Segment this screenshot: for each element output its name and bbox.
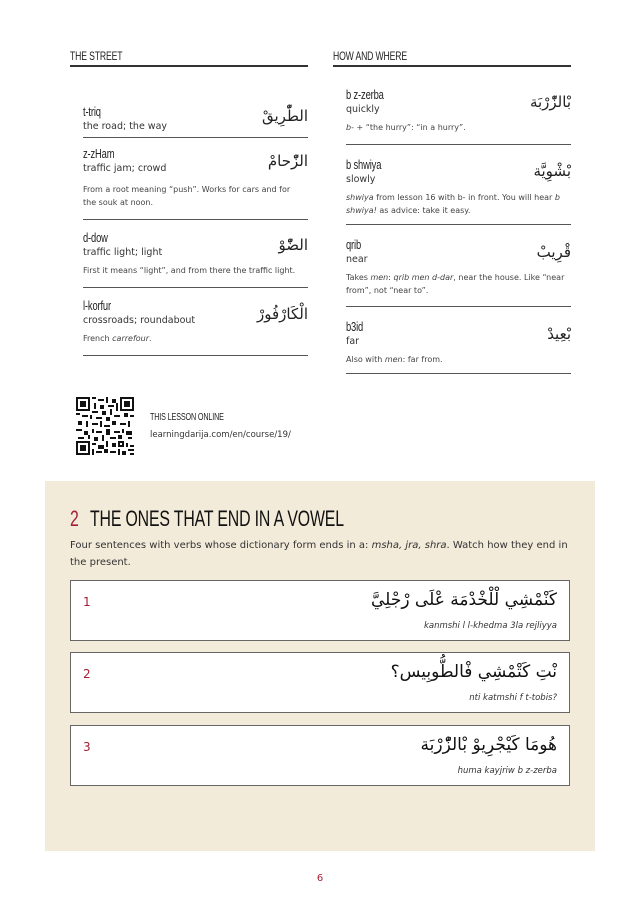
sentence-number: 3 bbox=[83, 740, 91, 754]
sentence-translit: huma kayjriw b z-zerba bbox=[457, 766, 557, 776]
exercise-section bbox=[45, 481, 595, 851]
entry-translit: d-dow bbox=[83, 229, 108, 245]
sentence-box bbox=[70, 725, 570, 786]
entry-gloss: traffic light; light bbox=[83, 246, 163, 258]
vocab-entry-t-triq bbox=[83, 67, 308, 138]
entry-translit: l-korfur bbox=[83, 297, 111, 313]
sentence-box bbox=[70, 580, 570, 641]
entry-gloss: crossroads; roundabout bbox=[83, 314, 196, 326]
entry-translit: t-triq bbox=[83, 103, 101, 119]
column-heading: HOW AND WHERE bbox=[333, 49, 407, 63]
page-number: 6 bbox=[316, 873, 324, 884]
online-label: THIS LESSON ONLINE bbox=[150, 412, 224, 423]
sentence-box bbox=[70, 652, 570, 713]
entry-gloss: near bbox=[346, 253, 368, 265]
entry-note: shwiya from lesson 16 with b- in front. You will hear b shwiya! as advice: take it easy. bbox=[346, 192, 560, 215]
sentence-number: 1 bbox=[83, 595, 91, 609]
vocab-entry-b-z-zerba bbox=[346, 67, 571, 145]
vocab-entry-b-shwiya bbox=[346, 145, 571, 225]
entry-note: Takes men: qrib men d-dar, near the house. Like “near from”, not “near to”. bbox=[346, 272, 565, 295]
vocab-entry-z-zham bbox=[83, 138, 308, 220]
vocab-entry-qrib bbox=[346, 225, 571, 307]
entry-translit: b3id bbox=[346, 318, 364, 334]
entry-arabic: بْشْوِيَّة bbox=[533, 161, 571, 180]
entry-note: b- + “the hurry”: “in a hurry”. bbox=[346, 122, 466, 132]
online-url-link[interactable]: learningdarija.com/en/course/19/ bbox=[150, 430, 291, 440]
entry-translit: qrib bbox=[346, 236, 362, 252]
qr-code-icon[interactable] bbox=[76, 397, 134, 455]
entry-note: French carrefour. bbox=[83, 333, 152, 343]
entry-translit: b z-zerba bbox=[346, 86, 384, 102]
section-number: 2 bbox=[70, 506, 79, 531]
entry-translit: b shwiya bbox=[346, 156, 382, 172]
sentence-translit: kanmshi l l-khedma 3la rejliyya bbox=[423, 621, 557, 631]
sentence-arabic: كَنْمْشِي لْلْخْدْمَة عْلَى رْجْلِيَّ bbox=[371, 590, 557, 610]
sentence-number: 2 bbox=[83, 667, 91, 681]
entry-note: First it means “light”, and from there the traffic light. bbox=[83, 265, 296, 275]
vocab-entry-b3id bbox=[346, 307, 571, 374]
entry-gloss: traffic jam; crowd bbox=[83, 162, 167, 174]
entry-arabic: الْكَارْفُورْ bbox=[257, 304, 308, 323]
entry-gloss: the road; the way bbox=[83, 120, 168, 132]
sentence-arabic: نْتِ كَتْمْشِي فْالطُّوبِيس؟ bbox=[390, 662, 557, 682]
vocab-entry-d-dow bbox=[83, 220, 308, 288]
how-where-column bbox=[333, 48, 571, 374]
entry-arabic: الطّْرِيقْ bbox=[261, 106, 308, 125]
entry-note: Also with men: far from. bbox=[346, 354, 443, 364]
entry-translit: z-zHam bbox=[83, 145, 115, 161]
column-heading: THE STREET bbox=[70, 49, 123, 63]
section-intro: Four sentences with verbs whose dictionary form ends in a: msha, jra, shra. Watch how they end in the present. bbox=[70, 540, 568, 568]
entry-arabic: الزّْحامْ bbox=[267, 151, 308, 170]
sentence-translit: nti katmshi f t-tobis? bbox=[469, 693, 557, 703]
entry-gloss: far bbox=[346, 335, 360, 347]
entry-arabic: بْالزّْرْبَة bbox=[529, 92, 571, 111]
section-title bbox=[70, 506, 344, 531]
entry-gloss: quickly bbox=[346, 103, 380, 115]
entry-note: From a root meaning “push”. Works for cars and for the souk at noon. bbox=[83, 184, 291, 207]
street-column bbox=[70, 48, 308, 356]
entry-gloss: slowly bbox=[346, 173, 376, 185]
entry-arabic: الضّْوْ bbox=[278, 235, 308, 254]
sentence-arabic: هُومَا كَيْجْرِيوْ بْالزّْرْبَة bbox=[420, 735, 557, 755]
vocab-entry-l-korfur bbox=[83, 288, 308, 356]
section-heading: THE ONES THAT END IN A VOWEL bbox=[90, 506, 344, 531]
entry-arabic: بْعِيدْ bbox=[547, 324, 571, 343]
entry-arabic: قْرِيبْ bbox=[536, 242, 571, 261]
